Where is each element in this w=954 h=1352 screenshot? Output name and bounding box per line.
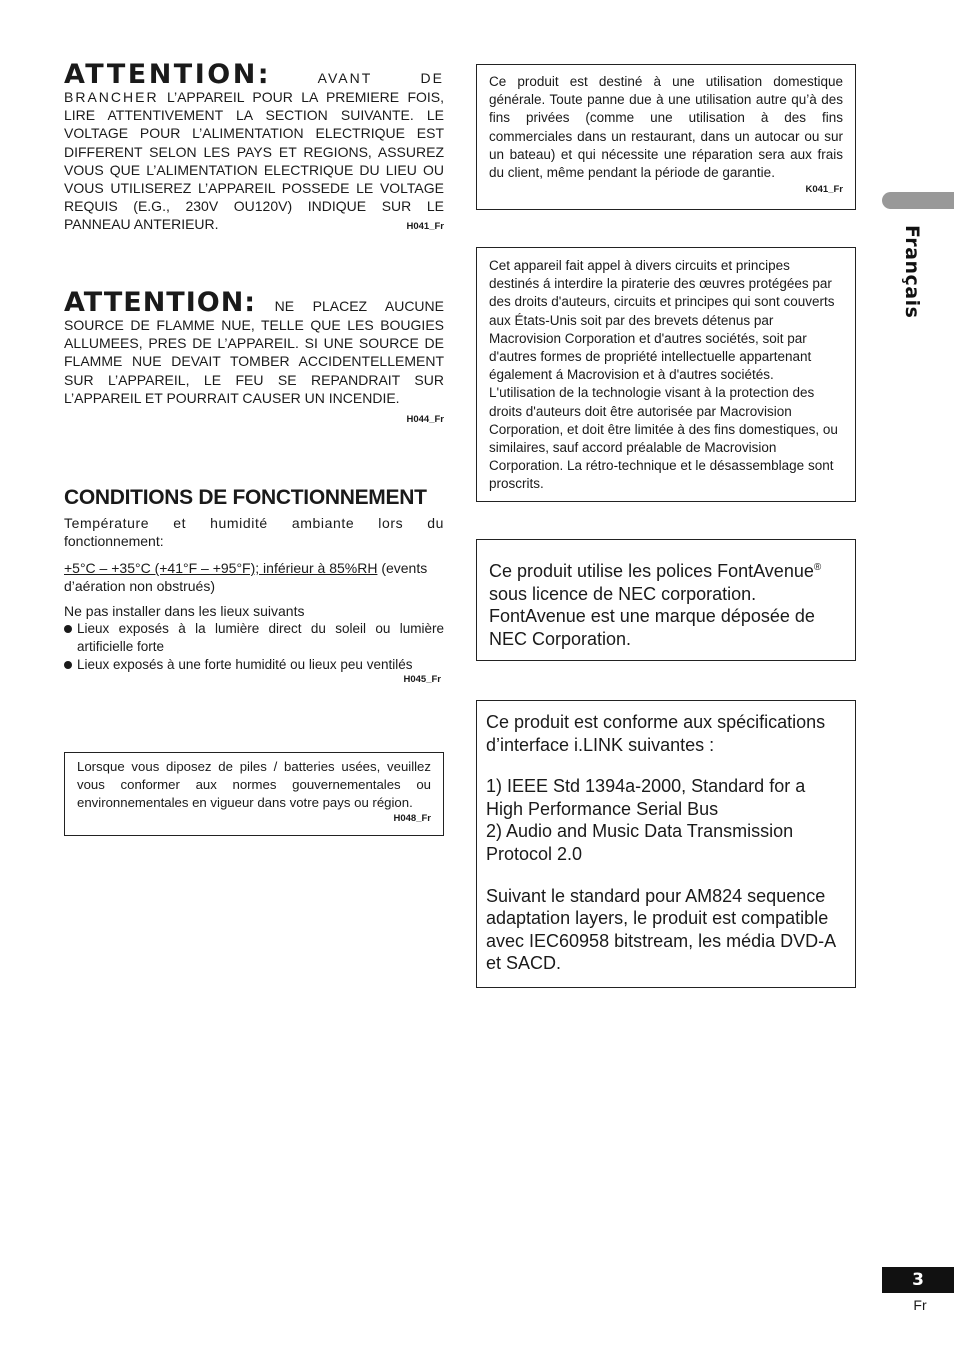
battery-disposal-notice [64,752,444,836]
notice-text: Ce produit est destiné à une utilisation domestique générale. Toute panne due à une utilisation autre qu’à des fins privées (comme une utilisation à des fins commerciales dans un restaurant, dans un autocar ou sur un bateau) et qui nécessite une réparation sera aux frais du client, même pendant la période de garantie. [489,74,843,181]
section-code: K041_Fr [805,184,843,196]
notice-text: Lorsque vous diposez de piles / batteries usées, veuillez vous conformer aux normes gouvernementales ou environnementales en vigueur dans votre pays ou région. [77,759,431,811]
notice-text: Ce produit utilise les polices FontAvenue® sous licence de NEC corporation. FontAvenue est une marque déposée de NEC Corporation. [489,561,822,649]
conditions-intro-line1: Température et humidité ambiante lors du [64,515,444,531]
ilink-notice [476,700,856,988]
ilink-intro: Ce produit est conforme aux spécifications d’interface i.LINK suivantes : [486,712,826,755]
attention-warning-voltage [64,59,445,234]
section-code: H048_Fr [393,812,431,824]
language-label: Français [901,225,923,319]
registered-mark: ® [813,562,822,573]
ilink-compat: Suivant le standard pour AM824 sequence adaptation layers, le produit est compatible avec IEC60958 bitstream, les média DVD-A et SACD. [486,885,836,974]
language-tab [882,192,954,209]
page-language-code: Fr [913,1297,927,1313]
attention-heading: ATTENTION: [64,287,257,318]
attention-heading: ATTENTION: [64,59,272,90]
domestic-use-notice [476,64,856,210]
conditions-intro-line2: fonctionnement: [64,533,164,549]
notice-text: Cet appareil fait appel à divers circuits et principes destinés á interdire la piraterie des œuvres protégées par des droits d'auteurs, circuits et principes qui sont couverts aux États-Unis soit par des brevets détenus par Macrovision Corporation et d'autres sociétés, soit par d'autres formes de propriété intellectuelle appartenant également á Macrovision et à d'autres sociétés. L'utilisation de la technologie visant à la protection des droits d'auteurs doit être autorisée par Macrovision Corporation, et doit être limitée à des fins domestiques, ou similaires, sauf accord préalable de Macrovision Corporation. La rétro-technique et le désassemblage sont proscrits. [489,258,838,492]
ilink-spec-1: 1) IEEE Std 1394a-2000, Standard for a High Performance Serial Bus [486,776,806,819]
attention-warning-flame [64,287,444,407]
conditions-body [64,514,444,686]
attention-body: L’APPAREIL POUR LA PREMIERE FOIS, LIRE ATTENTIVEMENT LA SECTION SUIVANTE. LE VOLTAGE POUR L’ALIMENTATION ELECTRIQUE EST DIFFERENT SELON LES PAYS ET REGIONS, ASSUREZ VOUS QUE L’ALIMENTATION ELECTRIQUE DU LIEU OU VOUS UTILISEREZ L’APPAREIL POSSEDE LE VOLTAGE REQUIS (E.G., 230V OU120V) INDIQUE SUR LE PANNEAU ANTERIEUR. [64,89,445,233]
bullet-icon [64,661,72,669]
attention-lead: AVANT DE BRANCHER [64,70,444,105]
fontavenue-notice [476,539,856,661]
bullet-icon [64,625,72,633]
ilink-spec-2: 2) Audio and Music Data Transmission Protocol 2.0 [486,821,794,864]
attention-body: NE PLACEZ AUCUNE SOURCE DE FLAMME NUE, TELLE QUE LES BOUGIES ALLUMEES, PRES DE L’APPAREIL. SI UNE SOURCE DE FLAMME NUE DEVAIT TOMBER ACCIDENTELLEMENT SUR L’APPAREIL, LE FEU SE REPANDRAIT SUR L’APPAREIL ET POURRAIT CAUSER UN INCENDIE. [64,298,444,406]
page-number: 3 [882,1267,954,1293]
conditions-range-value: +5°C – +35°C (+41°F – +95°F); inférieur à 85%RH [64,560,378,576]
section-code: H041_Fr [406,221,444,232]
conditions-title: CONDITIONS DE FONCTIONNEMENT [64,486,427,509]
list-item: Lieux exposés à la lumière direct du soleil ou lumière artificielle forte [64,620,444,656]
conditions-range [64,559,444,595]
conditions-avoid-heading: Ne pas installer dans les lieux suivants [64,603,305,619]
macrovision-notice [476,247,856,502]
conditions-range-note: (events d’aération non obstrués) [64,560,428,594]
list-item: Lieux exposés à une forte humidité ou lieux peu ventilés [64,656,444,674]
section-code: H045_Fr [403,674,441,685]
section-code: H044_Fr [406,414,444,425]
conditions-bullet-list [64,620,444,674]
